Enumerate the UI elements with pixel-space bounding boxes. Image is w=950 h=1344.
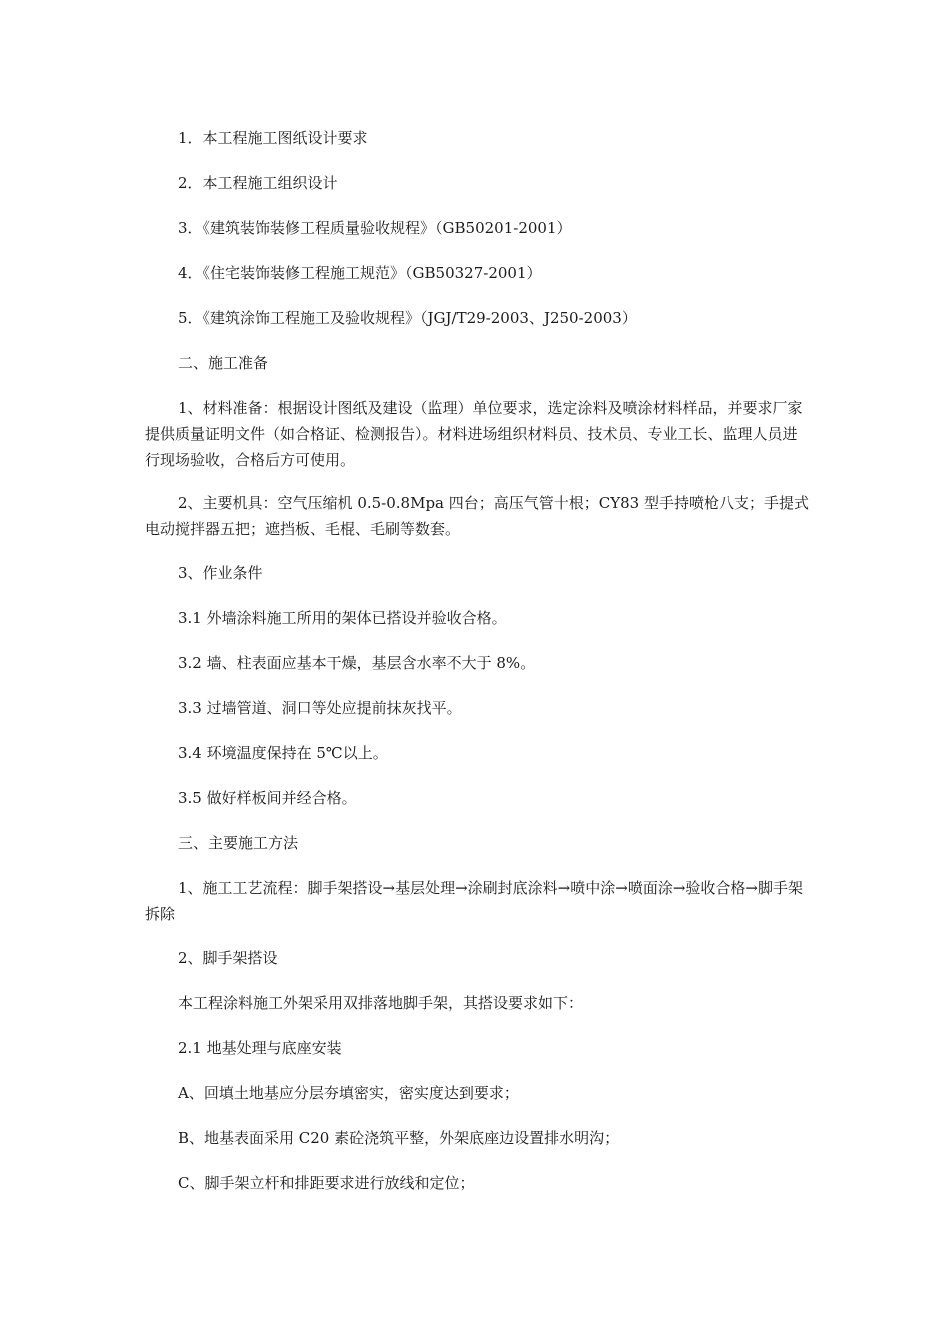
paragraph-item-c: C、脚手架立杆和排距要求进行放线和定位；: [178, 1174, 475, 1192]
paragraph-ref-1: 1．本工程施工图纸设计要求: [178, 129, 368, 147]
paragraph-ref-2: 2．本工程施工组织设计: [178, 174, 338, 192]
paragraph-item-b: B、地基表面采用 C20 素砼浇筑平整，外架底座边设置排水明沟；: [178, 1129, 620, 1147]
paragraph-condition-3-3: 3.3 过墙管道、洞口等处应提前抹灰找平。: [178, 699, 462, 717]
paragraph-scaffold-intro: 本工程涂料施工外架采用双排落地脚手架，其搭设要求如下：: [178, 994, 584, 1012]
paragraph-condition-3-1: 3.1 外墙涂料施工所用的架体已搭设并验收合格。: [178, 609, 507, 627]
paragraph-ref-5: 5．《建筑涂饰工程施工及验收规程》（JGJ/T29-2003、J250-2003）: [178, 309, 637, 327]
paragraph-material-prep: 1、材料准备：根据设计图纸及建设（监理）单位要求，选定涂料及喷涂材料样品，并要求厂家提供质量证明文件（如合格证、检测报告）。材料进场组织材料员、技术员、专业工长、监理人员进行现场验收，合格后方可使用。: [145, 399, 803, 469]
paragraph-equipment: 2、主要机具：空气压缩机 0.5-0.8Mpa 四台；高压气管十根；CY83 型手持喷枪八支；手提式电动搅拌器五把；遮挡板、毛棍、毛刷等数套。: [145, 494, 809, 538]
paragraph-scaffold-setup: 2、脚手架搭设: [178, 949, 278, 967]
paragraph-condition-3-4: 3.4 环境温度保持在 5℃以上。: [178, 744, 388, 762]
paragraph-ref-3: 3．《建筑装饰装修工程质量验收规程》（GB50201-2001）: [178, 219, 572, 237]
paragraph-work-conditions: 3、作业条件: [178, 564, 263, 582]
paragraph-item-a: A、回填土地基应分层夯填密实，密实度达到要求；: [178, 1084, 519, 1102]
paragraph-process-flow: 1、施工工艺流程：脚手架搭设→基层处理→涂刷封底涂料→喷中涂→喷面涂→验收合格→脚手架拆除: [145, 879, 803, 923]
paragraph-foundation: 2.1 地基处理与底座安装: [178, 1039, 342, 1057]
section-heading-preparation: 二、施工准备: [178, 354, 269, 372]
section-heading-methods: 三、主要施工方法: [178, 834, 299, 852]
paragraph-ref-4: 4．《住宅装饰装修工程施工规范》（GB50327-2001）: [178, 264, 542, 282]
paragraph-condition-3-2: 3.2 墙、柱表面应基本干燥，基层含水率不大于 8%。: [178, 654, 536, 672]
paragraph-condition-3-5: 3.5 做好样板间并经合格。: [178, 789, 357, 807]
